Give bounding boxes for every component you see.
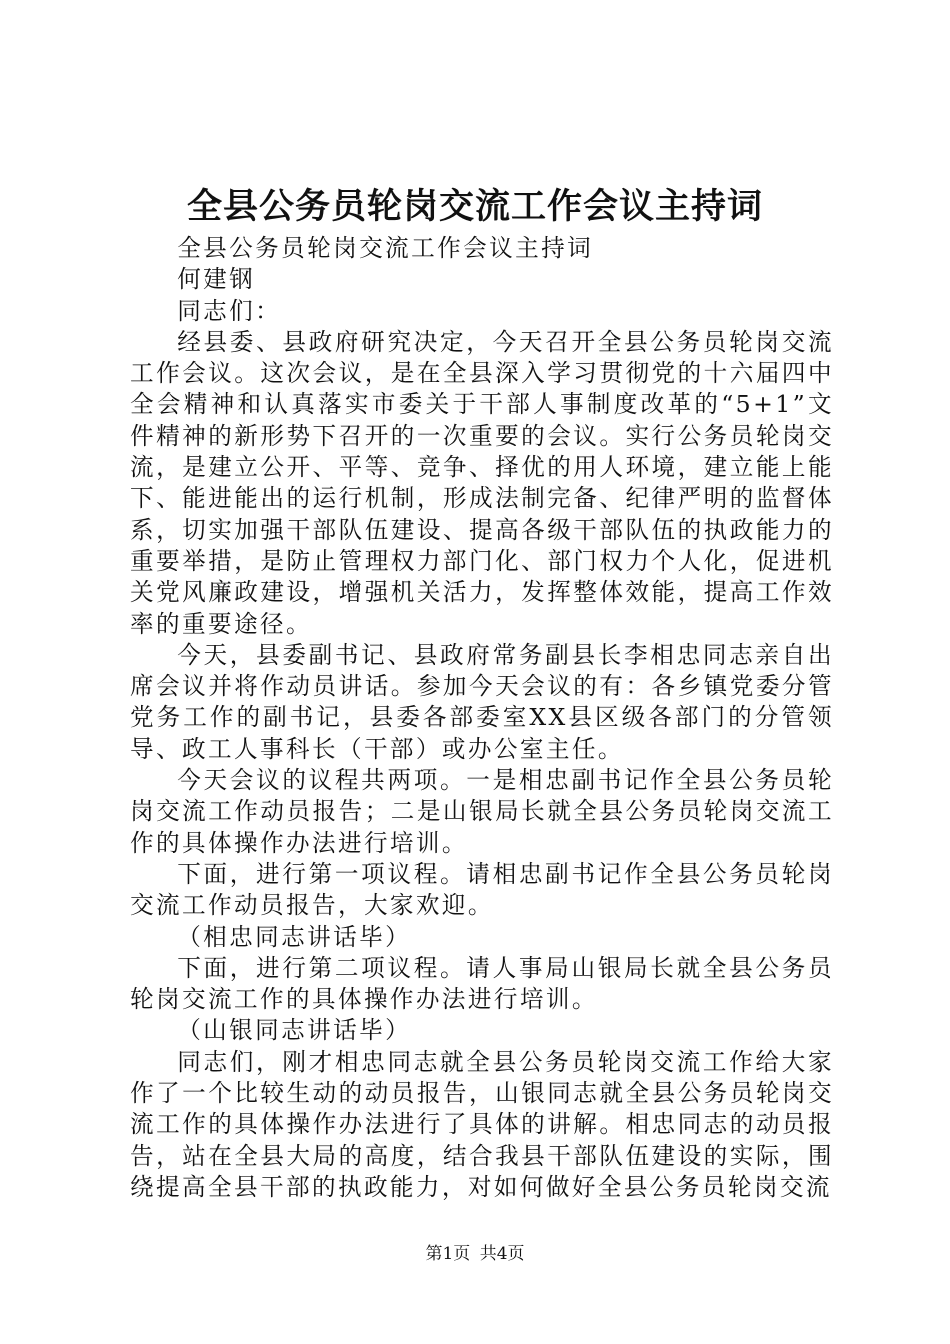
paragraph-first-speech-end: （相忠同志讲话毕）: [177, 922, 412, 951]
paragraph-summary: 同志们，刚才相忠同志就全县公务员轮岗交流工作给大家作了一个比较生动的动员报告，山银同志就全县公务员轮岗交流工作的具体操作办法进行了具体的讲解。相忠同志的动员报告，站在全县大局的高度，结合我县干部队伍建设的实际，围绕提高全县干部的执政能力，对如何做好全县公务员轮岗交流: [130, 1047, 834, 1201]
paragraph-author: 何建钢: [177, 265, 256, 294]
paragraph-second-speech-end: （山银同志讲话毕）: [177, 1016, 412, 1045]
document-body: [130, 233, 834, 1203]
paragraph-salutation: 同志们：: [177, 296, 282, 325]
page-footer: [0, 1242, 950, 1266]
page-number: 第1页: [425, 1244, 471, 1264]
page-total: 共4页: [479, 1244, 525, 1264]
paragraph-attendees: 今天，县委副书记、县政府常务副县长李相忠同志亲自出席会议并将作动员讲话。参加今天会议的有：各乡镇党委分管党务工作的副书记，县委各部委室XX县区级各部门的分管领导、政工人事科长（干部）或办公室主任。: [130, 640, 834, 763]
paragraph-second-item: 下面，进行第二项议程。请人事局山银局长就全县公务员轮岗交流工作的具体操作办法进行培训。: [130, 953, 834, 1014]
paragraph-agenda: 今天会议的议程共两项。一是相忠副书记作全县公务员轮岗交流工作动员报告；二是山银局长就全县公务员轮岗交流工作的具体操作办法进行培训。: [130, 766, 834, 857]
document-title: 全县公务员轮岗交流工作会议主持词: [186, 186, 763, 227]
paragraph-opening: 经县委、县政府研究决定，今天召开全县公务员轮岗交流工作会议。这次会议，是在全县深入学习贯彻党的十六届四中全会精神和认真落实市委关于干部人事制度改革的“5+1”文件精神的新形势下召开的一次重要的会议。实行公务员轮岗交流，是建立公开、平等、竞争、择优的用人环境，建立能上能下、能进能出的运行机制，形成法制完备、纪律严明的监督体系，切实加强干部队伍建设、提高各级干部队伍的执政能力的重要举措，是防止管理权力部门化、部门权力个人化，促进机关党风廉政建设，增强机关活力，发挥整体效能，提高工作效率的重要途径。: [130, 327, 834, 638]
paragraph-subtitle: 全县公务员轮岗交流工作会议主持词: [177, 234, 594, 262]
paragraph-first-item: 下面，进行第一项议程。请相忠副书记作全县公务员轮岗交流工作动员报告，大家欢迎。: [130, 859, 834, 920]
